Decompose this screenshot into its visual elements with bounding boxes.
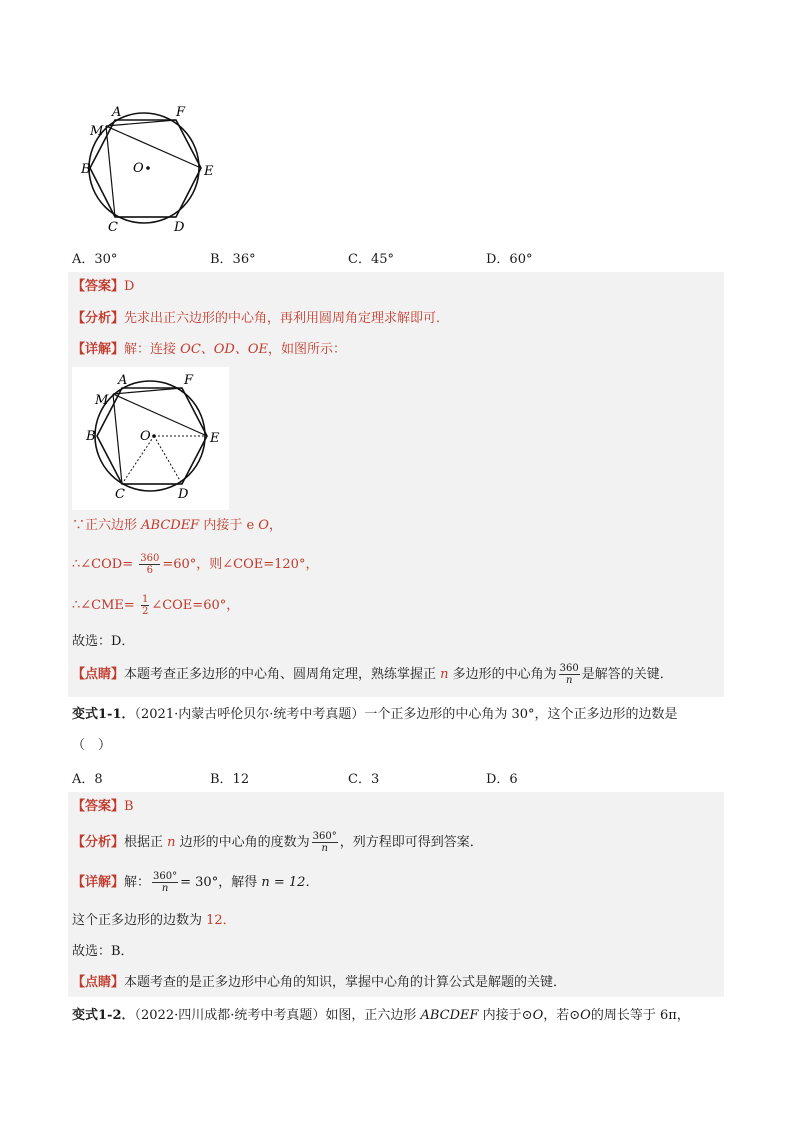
analysis-line-0: 【分析】先求出正六边形的中心角，再利用圆周角定理求解即可． [72, 311, 450, 326]
detail-line-1-1: 【详解】解： $\frac{360^\circ}{n}$ = 30°，解得 n = 12． [72, 871, 319, 894]
label-m: M [90, 124, 104, 139]
question-1-1: 变式1-1．（2021·内蒙古呼伦贝尔·统考中考真题）一个正多边形的中心角为 30°，这个正多边形的边数是 [72, 707, 678, 722]
label-d: D [174, 220, 185, 235]
option-a: A．30° [72, 252, 118, 267]
option-c-1-1: C．3 [348, 772, 380, 787]
label-c: C [108, 220, 118, 235]
answer-line-0: 【答案】D [72, 279, 135, 294]
label-o: O [133, 161, 144, 176]
hexagon-figure-2 [80, 370, 230, 505]
answer-line-1-1: 【答案】B [72, 799, 134, 814]
question-1-1-paren: （ ） [72, 738, 112, 753]
option-d: D．60° [486, 252, 533, 267]
option-a-1-1: A．8 [72, 772, 103, 787]
analysis-line-1-1: 【分析】根据正 n 边形的中心角的度数为 $\frac{360^\circ}{n}$ ，列方程即可得到答案． [72, 831, 483, 854]
label-d-2: D [178, 487, 189, 502]
detail-line-0: 【详解】解：连接 OC、OD、OE，如图所示： [72, 342, 347, 357]
statement-line-3: ∴∠CME= $\frac{1}{2}$ ∠COE=60°， [72, 594, 240, 617]
label-b-2: B [86, 429, 96, 444]
option-b: B．36° [210, 252, 256, 267]
label-e: E [204, 164, 214, 179]
statement-line-2: ∴∠COD= $\frac{360}{6}$ =60°，则∠COE=120°， [72, 553, 319, 576]
label-m-2: M [95, 393, 109, 408]
label-c-2: C [115, 487, 125, 502]
point-line-1-1: 【点睛】本题考查的是正多边形中心角的知识，掌握中心角的计算公式是解题的关键． [72, 975, 567, 990]
label-e-2: E [210, 431, 220, 446]
statement-line-1-1-b: 故选：B． [72, 944, 134, 959]
label-a: A [112, 105, 122, 120]
statement-line-4: 故选：D． [72, 634, 135, 649]
option-d-1-1: D．6 [486, 772, 518, 787]
option-c: C．45° [348, 252, 394, 267]
label-f: F [176, 105, 186, 120]
statement-line-1: ∵正六边形 ABCDEF 内接于 e O， [72, 518, 282, 533]
label-b: B [81, 162, 91, 177]
option-b-1-1: B．12 [210, 772, 250, 787]
label-f-2: F [184, 373, 194, 388]
label-a-2: A [118, 373, 128, 388]
question-1-2: 变式1-2．（2022·四川成都·统考中考真题）如图，正六边形 ABCDEF 内接于⊙O，若⊙O的周长等于 6π， [72, 1008, 690, 1023]
label-o-2: O [140, 429, 151, 444]
hexagon-figure-1 [78, 100, 228, 240]
point-line-0: 【点睛】本题考查正多边形的中心角、圆周角定理，熟练掌握正 n 多边形的中心角为 $\frac{360}{n}$ 是解答的关键． [72, 663, 673, 686]
statement-line-1-1-a: 这个正多边形的边数为 12． [72, 913, 236, 928]
